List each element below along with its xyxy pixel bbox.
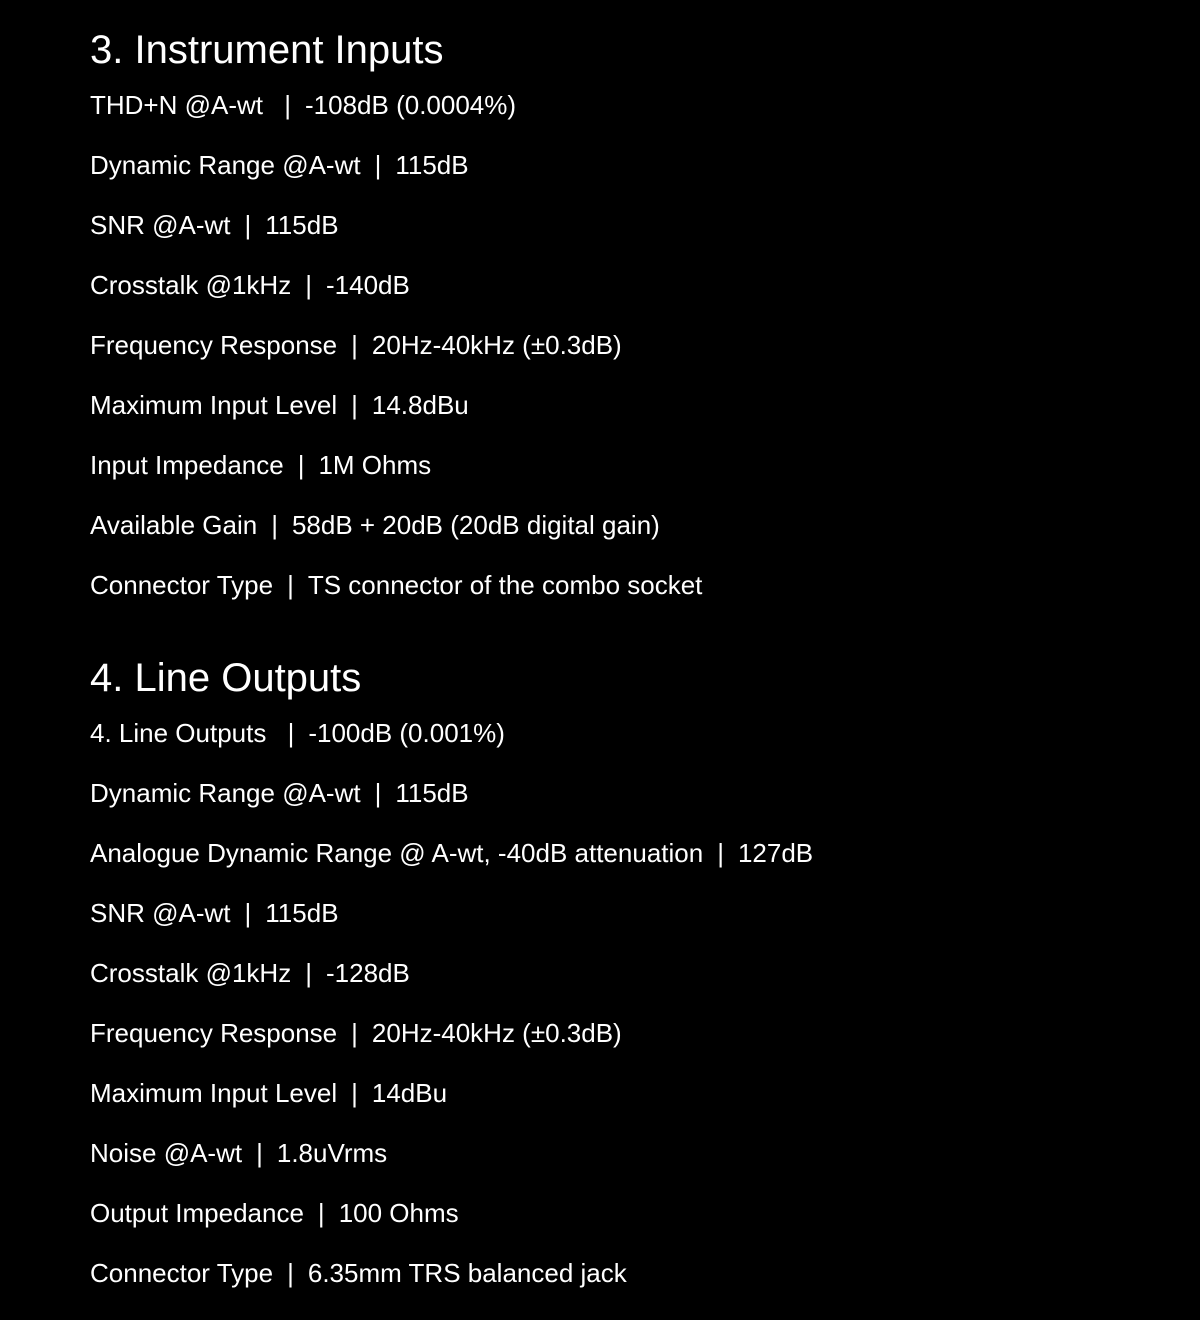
spec-row [90, 703, 1150, 763]
spec-value: 115dB [395, 150, 469, 180]
spec-label: Analogue Dynamic Range @ A-wt, -40dB attenuation [90, 838, 704, 868]
spec-label: Maximum Input Level [90, 1078, 338, 1108]
line-outputs-section [90, 656, 1150, 1303]
spec-separator: | [287, 570, 294, 600]
spec-row [90, 1243, 1150, 1303]
spec-value: 20Hz-40kHz (±0.3dB) [371, 1018, 622, 1048]
spec-label: Connector Type [90, 1258, 274, 1288]
spec-label: Noise @A-wt [90, 1138, 243, 1168]
spec-separator: | [374, 778, 382, 808]
spec-separator: | [256, 1138, 263, 1168]
instrument-inputs-section [90, 28, 1150, 615]
spec-separator: | [374, 150, 382, 180]
spec-separator: | [317, 1198, 325, 1228]
spec-row [90, 763, 1150, 823]
spec-separator: | [351, 390, 358, 420]
spec-separator: | [351, 1018, 358, 1048]
spec-row [90, 195, 1150, 255]
spec-value: 14dBu [371, 1078, 448, 1108]
spec-value: 58dB + 20dB (20dB digital gain) [291, 510, 660, 540]
spec-separator: | [305, 270, 312, 300]
spec-label: Dynamic Range @A-wt [90, 778, 361, 808]
spec-label: Crosstalk @1kHz [90, 958, 292, 988]
spec-value: 127dB [737, 838, 814, 868]
spec-row [90, 1123, 1150, 1183]
spec-row [90, 1183, 1150, 1243]
spec-value: -100dB (0.001%) [308, 718, 505, 748]
spec-value: TS connector of the combo socket [307, 570, 703, 600]
spec-value: 115dB [395, 778, 469, 808]
spec-label: Output Impedance [90, 1198, 304, 1228]
spec-separator: | [351, 330, 358, 360]
spec-separator: | [244, 210, 252, 240]
spec-value: 6.35mm TRS balanced jack [307, 1258, 627, 1288]
spec-label: Frequency Response [90, 1018, 338, 1048]
spec-label: Available Gain [90, 510, 258, 540]
spec-row [90, 435, 1150, 495]
section-title: 3. Instrument Inputs [90, 28, 444, 72]
spec-row [90, 883, 1150, 943]
spec-label: Frequency Response [90, 330, 338, 360]
spec-row [90, 555, 1150, 615]
spec-value: -140dB [325, 270, 410, 300]
spec-row [90, 135, 1150, 195]
spec-separator: | [244, 898, 252, 928]
spec-value: 100 Ohms [338, 1198, 459, 1228]
spec-value: -128dB [325, 958, 410, 988]
spec-separator: | [717, 838, 724, 868]
spec-label: SNR @A-wt [90, 210, 231, 240]
spec-label: 4. Line Outputs [90, 718, 274, 748]
spec-separator: | [297, 450, 305, 480]
spec-value: 115dB [265, 898, 339, 928]
spec-label: Maximum Input Level [90, 390, 338, 420]
spec-label: SNR @A-wt [90, 898, 231, 928]
spec-separator: | [271, 510, 278, 540]
spec-row [90, 255, 1150, 315]
spec-value: -108dB (0.0004%) [305, 90, 517, 120]
spec-label: Connector Type [90, 570, 274, 600]
spec-label: Crosstalk @1kHz [90, 270, 292, 300]
spec-label: Input Impedance [90, 450, 284, 480]
spec-separator: | [287, 718, 295, 748]
spec-row [90, 943, 1150, 1003]
spec-value: 1.8uVrms [276, 1138, 388, 1168]
section-title: 4. Line Outputs [90, 656, 362, 700]
spec-value: 14.8dBu [371, 390, 469, 420]
spec-row [90, 495, 1150, 555]
spec-row [90, 823, 1150, 883]
spec-list [90, 703, 1150, 1303]
spec-row [90, 1063, 1150, 1123]
spec-row [90, 1003, 1150, 1063]
spec-row [90, 75, 1150, 135]
spec-separator: | [305, 958, 312, 988]
spec-value: 115dB [265, 210, 339, 240]
spec-row [90, 375, 1150, 435]
spec-label: THD+N @A-wt [90, 90, 271, 120]
spec-value: 20Hz-40kHz (±0.3dB) [371, 330, 622, 360]
spec-value: 1M Ohms [318, 450, 432, 480]
spec-separator: | [287, 1258, 294, 1288]
spec-list [90, 75, 1150, 615]
spec-separator: | [351, 1078, 358, 1108]
spec-label: Dynamic Range @A-wt [90, 150, 361, 180]
spec-separator: | [284, 90, 292, 120]
spec-row [90, 315, 1150, 375]
